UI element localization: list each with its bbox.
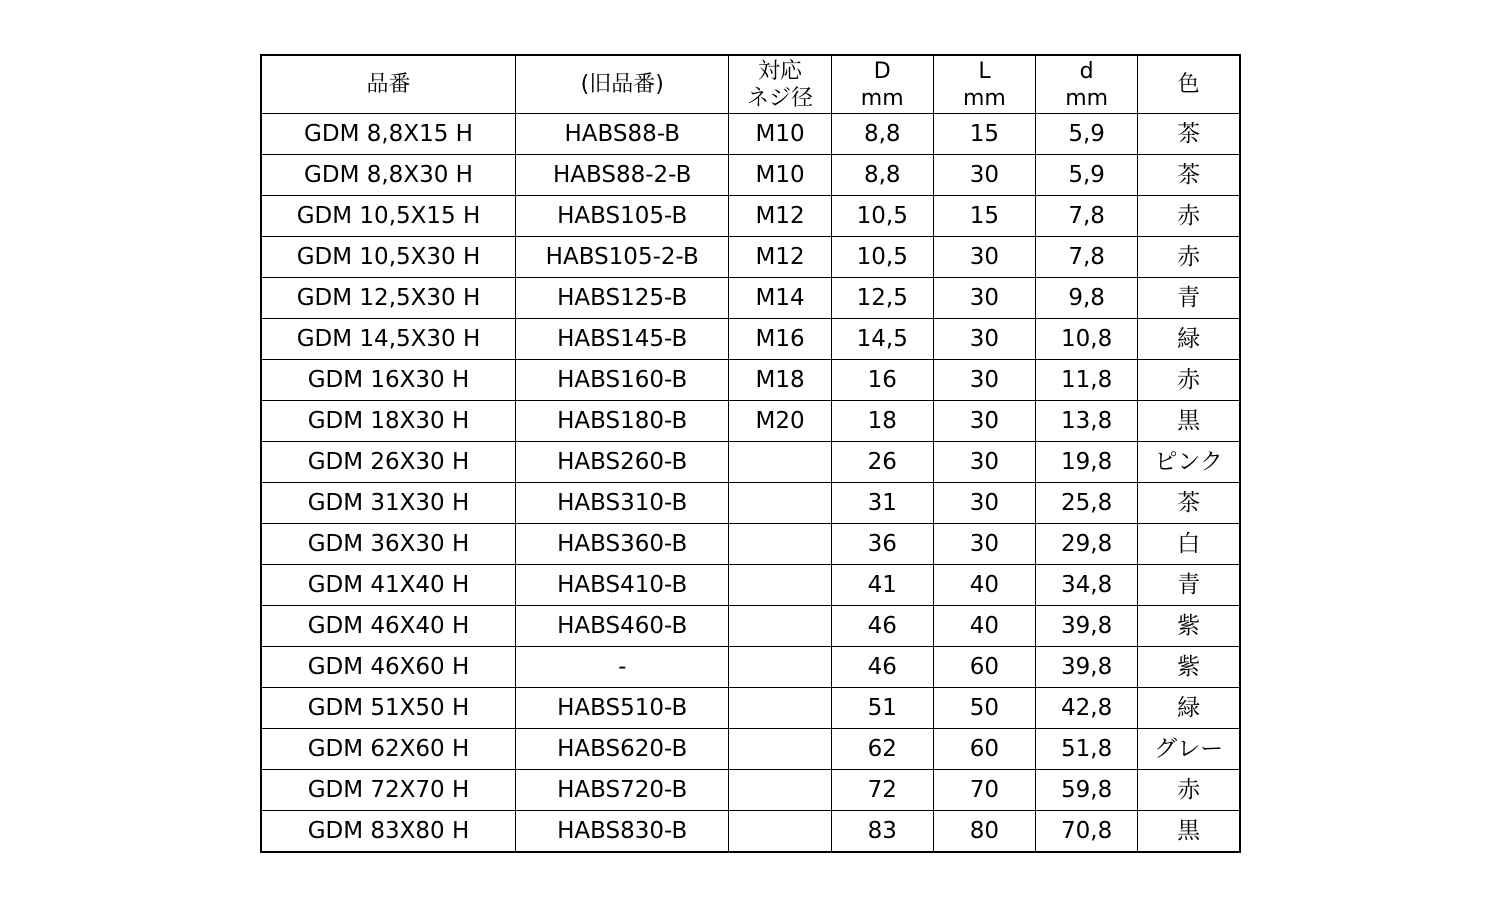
cell-length: 30 (933, 442, 1035, 483)
cell-color: 茶 (1138, 114, 1240, 155)
cell-outer-diameter: 31 (831, 483, 933, 524)
cell-part-no: GDM 16X30 H (261, 360, 516, 401)
cell-old-part-no: HABS620-B (516, 729, 729, 770)
table-row (261, 811, 1240, 853)
cell-inner-diameter: 39,8 (1036, 647, 1138, 688)
cell-inner-diameter: 7,8 (1036, 196, 1138, 237)
table-row (261, 360, 1240, 401)
cell-outer-diameter: 46 (831, 606, 933, 647)
table-header (261, 55, 1240, 114)
cell-part-no: GDM 36X30 H (261, 524, 516, 565)
header-screw-line1: 対応 (758, 58, 803, 84)
cell-old-part-no: HABS720-B (516, 770, 729, 811)
cell-screw-size: M18 (729, 360, 831, 401)
cell-outer-diameter: 10,5 (831, 196, 933, 237)
header-screw-line2: ネジ径 (747, 85, 814, 111)
cell-old-part-no: HABS460-B (516, 606, 729, 647)
header-inner-diameter-label: d (1079, 58, 1094, 84)
cell-screw-size (729, 729, 831, 770)
cell-old-part-no: HABS88-2-B (516, 155, 729, 196)
cell-length: 40 (933, 606, 1035, 647)
table-row (261, 319, 1240, 360)
cell-part-no: GDM 26X30 H (261, 442, 516, 483)
cell-color: 茶 (1138, 155, 1240, 196)
cell-screw-size: M14 (729, 278, 831, 319)
cell-color: 緑 (1138, 319, 1240, 360)
table-row (261, 770, 1240, 811)
cell-color: 赤 (1138, 196, 1240, 237)
cell-part-no: GDM 51X50 H (261, 688, 516, 729)
cell-part-no: GDM 72X70 H (261, 770, 516, 811)
cell-screw-size: M12 (729, 237, 831, 278)
header-length (933, 55, 1035, 114)
cell-screw-size (729, 606, 831, 647)
cell-old-part-no: HABS310-B (516, 483, 729, 524)
cell-length: 80 (933, 811, 1035, 853)
cell-inner-diameter: 7,8 (1036, 237, 1138, 278)
cell-color: 青 (1138, 565, 1240, 606)
cell-old-part-no: HABS830-B (516, 811, 729, 853)
table-row (261, 565, 1240, 606)
header-inner-diameter-unit: mm (1065, 85, 1109, 111)
cell-part-no: GDM 10,5X15 H (261, 196, 516, 237)
cell-color: 赤 (1138, 237, 1240, 278)
table-row (261, 647, 1240, 688)
cell-outer-diameter: 46 (831, 647, 933, 688)
table-row (261, 401, 1240, 442)
cell-inner-diameter: 42,8 (1036, 688, 1138, 729)
cell-inner-diameter: 39,8 (1036, 606, 1138, 647)
cell-inner-diameter: 25,8 (1036, 483, 1138, 524)
header-old-part-no: (旧品番) (516, 55, 729, 114)
cell-old-part-no: HABS105-2-B (516, 237, 729, 278)
cell-length: 30 (933, 524, 1035, 565)
cell-length: 60 (933, 647, 1035, 688)
cell-part-no: GDM 31X30 H (261, 483, 516, 524)
cell-inner-diameter: 34,8 (1036, 565, 1138, 606)
cell-inner-diameter: 11,8 (1036, 360, 1138, 401)
cell-part-no: GDM 41X40 H (261, 565, 516, 606)
header-inner-diameter (1036, 55, 1138, 114)
cell-outer-diameter: 10,5 (831, 237, 933, 278)
cell-outer-diameter: 62 (831, 729, 933, 770)
cell-old-part-no: HABS260-B (516, 442, 729, 483)
cell-outer-diameter: 18 (831, 401, 933, 442)
cell-part-no: GDM 62X60 H (261, 729, 516, 770)
cell-color: グレー (1138, 729, 1240, 770)
cell-length: 15 (933, 114, 1035, 155)
cell-length: 30 (933, 319, 1035, 360)
table-row (261, 278, 1240, 319)
cell-inner-diameter: 13,8 (1036, 401, 1138, 442)
cell-color: 青 (1138, 278, 1240, 319)
cell-outer-diameter: 8,8 (831, 155, 933, 196)
cell-part-no: GDM 18X30 H (261, 401, 516, 442)
cell-color: 黒 (1138, 401, 1240, 442)
cell-outer-diameter: 51 (831, 688, 933, 729)
cell-old-part-no: HABS88-B (516, 114, 729, 155)
table-row (261, 442, 1240, 483)
cell-outer-diameter: 16 (831, 360, 933, 401)
cell-color: 紫 (1138, 647, 1240, 688)
spec-table (260, 54, 1241, 853)
header-outer-diameter-unit: mm (860, 85, 904, 111)
cell-inner-diameter: 70,8 (1036, 811, 1138, 853)
cell-color: 赤 (1138, 770, 1240, 811)
table-row (261, 729, 1240, 770)
cell-color: 黒 (1138, 811, 1240, 853)
cell-part-no: GDM 46X60 H (261, 647, 516, 688)
cell-inner-diameter: 10,8 (1036, 319, 1138, 360)
header-screw-size (729, 55, 831, 114)
cell-inner-diameter: 9,8 (1036, 278, 1138, 319)
header-outer-diameter-label: D (873, 58, 891, 84)
cell-screw-size: M12 (729, 196, 831, 237)
header-part-no: 品番 (261, 55, 516, 114)
cell-part-no: GDM 14,5X30 H (261, 319, 516, 360)
cell-old-part-no: HABS125-B (516, 278, 729, 319)
cell-color: 白 (1138, 524, 1240, 565)
cell-screw-size (729, 647, 831, 688)
cell-length: 30 (933, 483, 1035, 524)
header-length-label: L (978, 58, 991, 84)
cell-screw-size: M10 (729, 155, 831, 196)
table-row (261, 196, 1240, 237)
cell-old-part-no: HABS510-B (516, 688, 729, 729)
cell-part-no: GDM 46X40 H (261, 606, 516, 647)
table-row (261, 483, 1240, 524)
cell-inner-diameter: 59,8 (1036, 770, 1138, 811)
cell-screw-size: M16 (729, 319, 831, 360)
cell-screw-size: M10 (729, 114, 831, 155)
cell-outer-diameter: 41 (831, 565, 933, 606)
cell-old-part-no: HABS145-B (516, 319, 729, 360)
cell-outer-diameter: 36 (831, 524, 933, 565)
cell-length: 60 (933, 729, 1035, 770)
cell-old-part-no: HABS105-B (516, 196, 729, 237)
table-row (261, 114, 1240, 155)
cell-length: 70 (933, 770, 1035, 811)
cell-screw-size: M20 (729, 401, 831, 442)
cell-screw-size (729, 770, 831, 811)
cell-inner-diameter: 29,8 (1036, 524, 1138, 565)
cell-part-no: GDM 8,8X30 H (261, 155, 516, 196)
table-row (261, 688, 1240, 729)
cell-old-part-no: HABS180-B (516, 401, 729, 442)
cell-outer-diameter: 12,5 (831, 278, 933, 319)
cell-length: 40 (933, 565, 1035, 606)
cell-outer-diameter: 83 (831, 811, 933, 853)
cell-old-part-no: - (516, 647, 729, 688)
cell-part-no: GDM 83X80 H (261, 811, 516, 853)
header-length-unit: mm (963, 85, 1006, 111)
cell-outer-diameter: 26 (831, 442, 933, 483)
cell-inner-diameter: 5,9 (1036, 114, 1138, 155)
header-outer-diameter (831, 55, 933, 114)
cell-length: 30 (933, 237, 1035, 278)
cell-part-no: GDM 10,5X30 H (261, 237, 516, 278)
cell-outer-diameter: 72 (831, 770, 933, 811)
cell-length: 50 (933, 688, 1035, 729)
header-color: 色 (1138, 55, 1240, 114)
cell-screw-size (729, 442, 831, 483)
table-row (261, 524, 1240, 565)
cell-part-no: GDM 12,5X30 H (261, 278, 516, 319)
cell-inner-diameter: 19,8 (1036, 442, 1138, 483)
cell-inner-diameter: 51,8 (1036, 729, 1138, 770)
cell-color: 茶 (1138, 483, 1240, 524)
cell-length: 30 (933, 360, 1035, 401)
cell-screw-size (729, 483, 831, 524)
cell-color: ピンク (1138, 442, 1240, 483)
cell-color: 赤 (1138, 360, 1240, 401)
cell-part-no: GDM 8,8X15 H (261, 114, 516, 155)
cell-outer-diameter: 8,8 (831, 114, 933, 155)
cell-old-part-no: HABS360-B (516, 524, 729, 565)
cell-screw-size (729, 524, 831, 565)
cell-inner-diameter: 5,9 (1036, 155, 1138, 196)
table-row (261, 237, 1240, 278)
cell-old-part-no: HABS410-B (516, 565, 729, 606)
cell-length: 30 (933, 401, 1035, 442)
cell-screw-size (729, 565, 831, 606)
cell-length: 30 (933, 278, 1035, 319)
table-row (261, 606, 1240, 647)
cell-length: 30 (933, 155, 1035, 196)
cell-screw-size (729, 811, 831, 853)
cell-color: 紫 (1138, 606, 1240, 647)
cell-old-part-no: HABS160-B (516, 360, 729, 401)
cell-screw-size (729, 688, 831, 729)
header-row (261, 55, 1240, 114)
cell-outer-diameter: 14,5 (831, 319, 933, 360)
cell-color: 緑 (1138, 688, 1240, 729)
table-body (261, 114, 1240, 853)
cell-length: 15 (933, 196, 1035, 237)
table-row (261, 155, 1240, 196)
